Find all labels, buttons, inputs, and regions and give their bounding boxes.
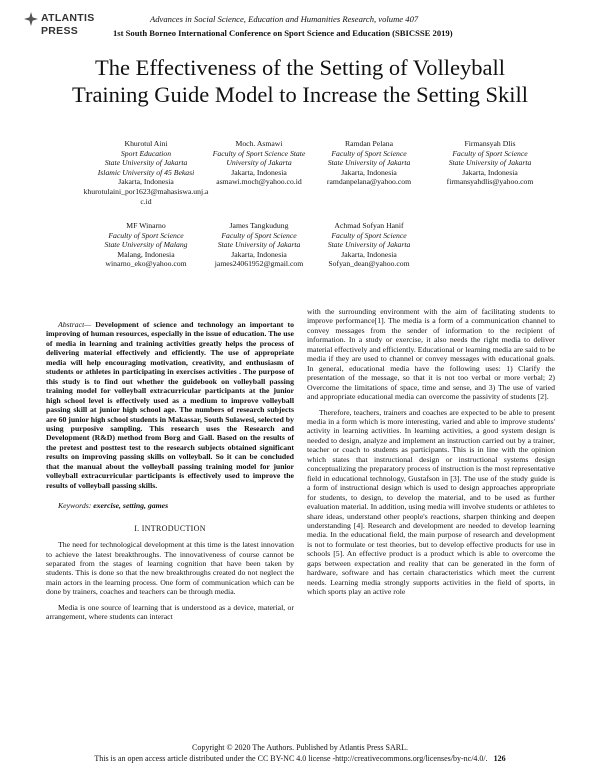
author-name: MF Winarno bbox=[126, 221, 166, 230]
paragraph: Media is one source of learning that is understood as a device, material, or arrangement, where students can interact bbox=[46, 602, 294, 622]
author-block bbox=[82, 221, 210, 269]
paragraph: The need for technological development at this time is the latest innovation to achieve the latest breakthroughs. The innovativeness of course cannot be separated from the stages of learning cognition that have been taken by students. This is done so that the new breakthroughs created do not neglect the main actors in the learning process. One form of communication which can be done by trainers, coaches and teachers can be through media. bbox=[46, 540, 294, 597]
author-affiliation: Faculty of Sport Science State bbox=[212, 148, 306, 158]
author-city: Jakarta, Indonesia bbox=[118, 177, 174, 187]
author-block bbox=[195, 221, 323, 269]
author-block bbox=[305, 221, 433, 269]
title-line2: Training Guide Model to Increase the Setting Skill bbox=[72, 82, 528, 107]
author-name: Achmad Sofyan Hanif bbox=[334, 221, 404, 230]
footer-copyright: Copyright © 2020 The Authors. Published by Atlantis Press SARL. bbox=[192, 743, 408, 752]
author-affiliation: Faculty of Sport Science bbox=[221, 230, 297, 240]
author-block bbox=[305, 139, 433, 187]
author-email: khurotulaini_por1623@mahasiswa.unj.ac.id bbox=[83, 186, 209, 206]
keywords-text: exercise, setting, games bbox=[91, 501, 169, 511]
author-name: James Tangkudung bbox=[229, 221, 289, 230]
author-email: Sofyan_dean@yahoo.com bbox=[328, 259, 410, 269]
author-email: asmawi.moch@yahoo.co.id bbox=[216, 177, 302, 187]
author-affiliation: Faculty of Sport Science bbox=[331, 230, 407, 240]
author-name: Khurotul Aini bbox=[124, 139, 168, 148]
author-affiliation: State University of Jakarta bbox=[217, 240, 301, 250]
author-city: Jakarta, Indonesia bbox=[231, 249, 287, 259]
paper-title bbox=[20, 54, 580, 108]
author-affiliation: University of Jakarta bbox=[226, 158, 292, 168]
keywords-label: Keywords: bbox=[58, 501, 92, 511]
atlantis-press-logo bbox=[24, 10, 104, 40]
footer-license bbox=[0, 754, 600, 763]
author-affiliation: State University of Jakarta bbox=[327, 158, 411, 168]
author-name: Firmansyah Dlis bbox=[464, 139, 516, 148]
author-affiliation: Sport Education bbox=[120, 148, 172, 158]
author-name: Moch. Asmawi bbox=[235, 139, 283, 148]
author-email: winarno_eko@yahoo.com bbox=[105, 259, 187, 269]
abstract bbox=[46, 320, 294, 490]
author-city: Malang, Indonesia bbox=[117, 249, 175, 259]
author-affiliation: State University of Malang bbox=[104, 240, 188, 250]
author-city: Jakarta, Indonesia bbox=[341, 249, 397, 259]
logo-line1: ATLANTIS bbox=[41, 12, 95, 24]
author-affiliation: Faculty of Sport Science bbox=[452, 148, 528, 158]
license-text: This is an open access article distributed under the CC BY-NC 4.0 license -http://creativecommons.org/licenses/by-nc/4.0/. bbox=[94, 754, 488, 763]
right-column bbox=[307, 307, 555, 597]
section-heading: I. INTRODUCTION bbox=[134, 523, 206, 533]
atlantis-star-icon bbox=[24, 12, 38, 26]
abstract-label: Abstract— bbox=[58, 320, 92, 329]
abstract-text: Development of science and technology an important to improving of human resources, especially in the issue of education. The use of media in learning and training activities greatly helps the process of delivering material effectively and efficiently. The use of appropriate media will help encouraging motivation, creativity, and enthusiasm of students or athletes in participating in exercises activities . The purpose of this study is to find out whether the guidebook on volleyball passing training model for volleyball extracurricular participants at the junior high school level is effectively used as a medium to improve volleyball passing skill at junior high school age. The numbers of research subjects are 60 junior high school students in Makassar, South Sulawesi, selected by using purposive sampling. This research uses the Research and Development (R&D) method from Borg and Gall. Based on the results of the pretest and posttest test to the research subjects obtained significant results on improving passing skills on volleyball. So it can be concluded that the manual about the volleyball passing training model for junior volleyball extracurricular participants is effectively used to improve the results of volleyball passing skills. bbox=[46, 320, 294, 490]
author-affiliation: Faculty of Sport Science bbox=[108, 230, 184, 240]
logo-line2: PRESS bbox=[41, 25, 79, 37]
series-line: Advances in Social Science, Education and Humanities Research, volume 407 bbox=[150, 14, 419, 24]
author-block bbox=[82, 139, 210, 206]
author-email: james24061952@gmail.com bbox=[214, 259, 304, 269]
author-name: Ramdan Pelana bbox=[344, 139, 394, 148]
author-affiliation: State University of Jakarta bbox=[448, 158, 532, 168]
author-email: firmansyahdlis@yahoo.com bbox=[446, 177, 534, 187]
paragraph: with the surrounding environment with the aim of facilitating students to improve performance[1]. The media is a form of a communication channel to convey messages from the sender of information to the recipient of information. In a study or exercise, it also needs the right media to deliver material effectively and efficiently. Educational or learning media are said to be media if they are used to channel or convey messages with educational goals. In general, educational media have the following uses: 1) Clarify the presentation of the message, so that it is not too verbal or more verbal; 2) Overcome the limitations of space, time and sense, and 3) The use of varied and appropriate educational media can overcome the passivity of students [2]. bbox=[307, 307, 555, 402]
author-city: Jakarta, Indonesia bbox=[462, 167, 518, 177]
author-affiliation: Islamic University of 45 Bekasi bbox=[97, 167, 195, 177]
author-affiliation: Faculty of Sport Science bbox=[331, 148, 407, 158]
paragraph: Therefore, teachers, trainers and coaches are expected to be able to present media in a form which is more interesting, varied and able to improve students' activity in learning activities. In learning activities, a good system design is needed to design, analyze and implement an instruction carried out by a trainer, teacher or coach to students as participants. This is in line with the opinion which states that instructional design or instructional systems design conceptualizing the preparatory process of instruction is the most representative field in educational technology, Gustafson in [3]. The use of the study guide is a form of instructional design which is used to design approaches appropriate for students, to design, to develop the material, and to be used as further evaluation material. In addition, using media will involve students or athletes to share ideas, understand other people's reactions, sharpen thinking and deepen understanding [4]. Research and development are needed to develop learning media. In the educational field, the main purpose of research and development is not to formulate or test theories, but to develop effective products for use in schools [5]. An effective product is a product which is able to overcome the gaps between expectation and reality that can be generated in the form of hardware, software and has certain characteristics which meet the current needs. Learning media strongly supports activities in the field of sports, in which sports play an active role bbox=[307, 407, 555, 597]
author-city: Jakarta, Indonesia bbox=[341, 167, 397, 177]
conference-line: 1st South Borneo International Conference on Sport Science and Education (SBICSSE 2019) bbox=[113, 28, 453, 38]
author-block bbox=[195, 139, 323, 187]
page-number: 126 bbox=[493, 754, 506, 763]
title-line1: The Effectiveness of the Setting of Volleyball bbox=[95, 55, 505, 80]
author-affiliation: State University of Jakarta bbox=[327, 240, 411, 250]
left-column bbox=[46, 320, 294, 622]
author-city: Jakarta, Indonesia bbox=[231, 167, 287, 177]
author-affiliation: State University of Jakarta bbox=[104, 158, 188, 168]
author-email: ramdanpelana@yahoo.com bbox=[326, 177, 412, 187]
author-block bbox=[426, 139, 554, 187]
keywords bbox=[46, 501, 294, 510]
